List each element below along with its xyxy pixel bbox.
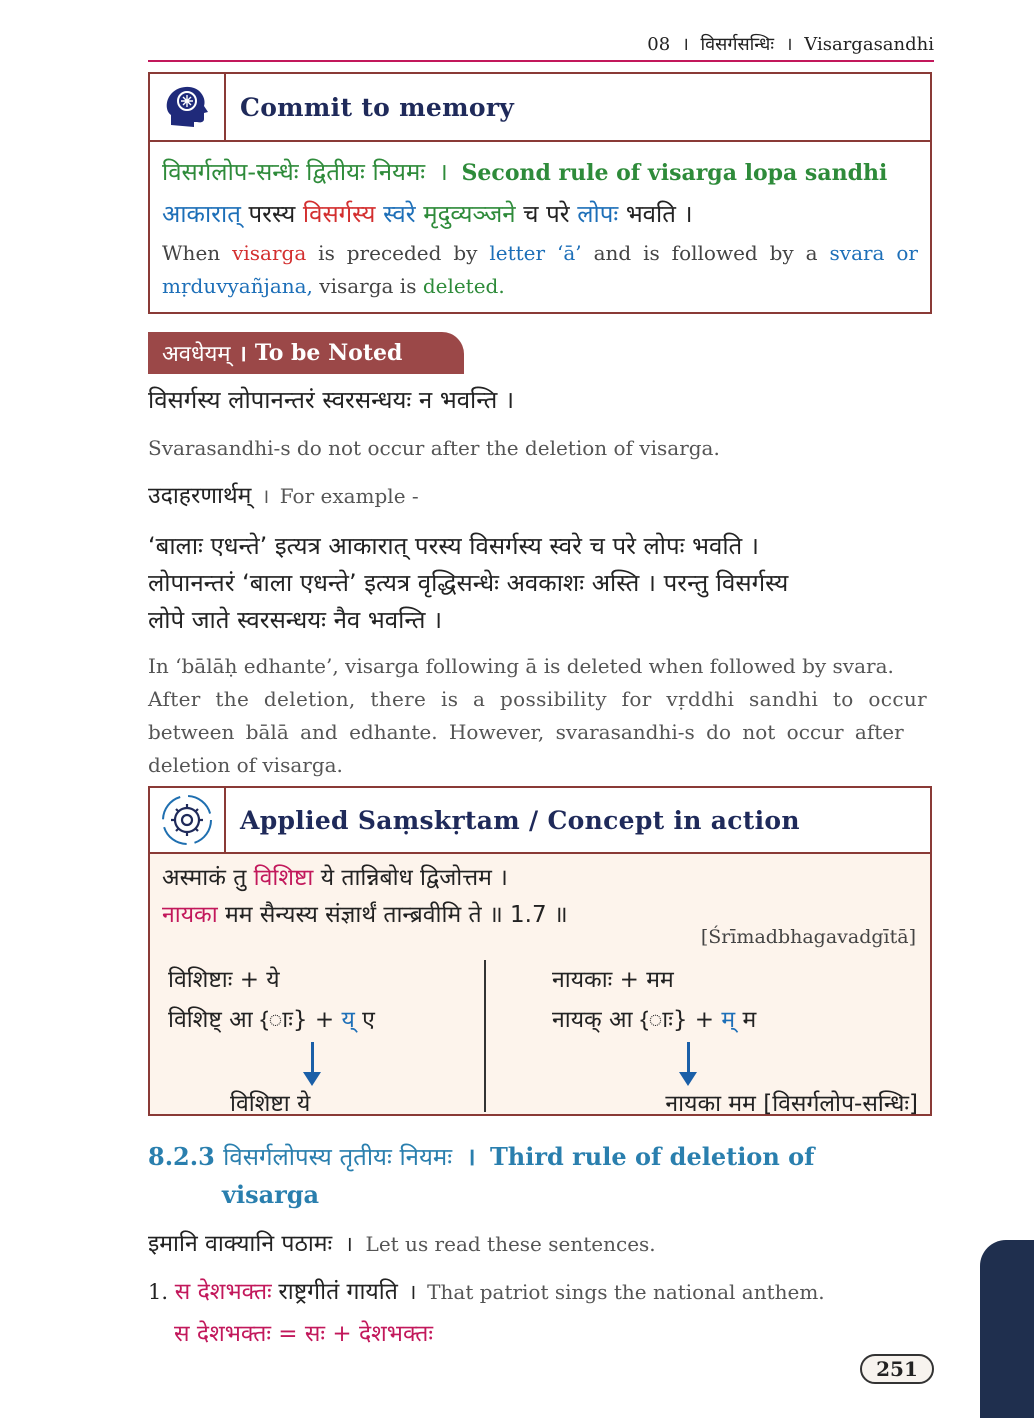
- box-title: Applied Saṃskṛtam / Concept in action: [240, 805, 800, 835]
- right-result: नायका मम [विसर्गलोप-सन्धिः]: [665, 1091, 918, 1117]
- down-arrow-icon: [311, 1042, 314, 1074]
- read-sentences: इमानि वाक्यानि पठामः । Let us read these sentences.: [148, 1231, 656, 1257]
- header-rule: [148, 60, 934, 62]
- rule-heading: विसर्गलोप-सन्धेः द्वितीयः नियमः । Second rule of visarga lopa sandhi: [162, 158, 888, 186]
- commit-to-memory-box: [148, 72, 932, 314]
- concept-in-action-box: [148, 786, 932, 1116]
- box-title: Commit to memory: [240, 92, 515, 122]
- section-heading: 8.2.3 विसर्गलोपस्य तृतीयः नियमः । Third rule of deletion of visarga: [148, 1142, 815, 1209]
- example-paragraph-sa: ‘बालाः एधन्ते’ इत्यत्र आकारात् परस्य विसर्गस्य स्वरे च परे लोपः भवति । लोपानन्तरं ‘बाला एधन्ते’ इत्यत्र वृद्धिसन्धेः अवकाशः अस्ति । परन्तु विसर्गस्य लोपे जाते स्वरसन्धयः नैव भवन्ति ।: [148, 532, 789, 634]
- verse-source: [Śrīmadbhagavadgītā]: [700, 926, 916, 948]
- column-divider: [484, 960, 486, 1112]
- page-number: 251: [860, 1354, 934, 1384]
- running-header: 08 । विसर्गसन्धिः । Visargasandhi: [647, 34, 934, 55]
- down-arrow-icon: [687, 1042, 690, 1074]
- right-derivation: नायकाः + मम नायक् आ {} + म् म: [552, 967, 757, 1033]
- chapter-title-sa: विसर्गसन्धिः: [700, 34, 774, 55]
- example-paragraph-en: In ‘bālāḥ edhante’, visarga following ā is deleted when followed by svara. After the deletion, there is a possibility for vṛddhi sandhi to occur between bālā and edhante. However, svarasandhi-s do not occur after deletion of visarga.: [148, 654, 928, 777]
- noted-line-sa: विसर्गस्य लोपानन्तरं स्वरसन्धयः न भवन्ति ।: [148, 386, 515, 414]
- to-be-noted-tab: अवधेयम् । To be Noted: [148, 332, 464, 374]
- chapter-title-en: Visargasandhi: [804, 34, 934, 55]
- brain-head-icon: [150, 74, 226, 140]
- noted-line-en: Svarasandhi-s do not occur after the deletion of visarga.: [148, 436, 720, 460]
- example-1-split: स देशभक्तः = सः + देशभक्तः: [174, 1321, 434, 1347]
- gear-cycle-icon: [150, 788, 226, 852]
- example-1: 1. स देशभक्तः राष्ट्रगीतं गायति । That patriot sings the national anthem.: [148, 1279, 825, 1305]
- rule-explanation: When visarga is preceded by letter ‘ā’ and is followed by a svara or mṛduvyañjana, visarga is deleted.: [162, 241, 918, 298]
- chapter-side-tab: [980, 1240, 1034, 1418]
- example-label: उदाहरणार्थम् । For example -: [148, 483, 419, 509]
- left-derivation: विशिष्टाः + ये विशिष्ट् आ {} + य् ए: [168, 967, 375, 1033]
- left-result: विशिष्टा ये: [230, 1091, 311, 1117]
- gita-verse: अस्माकं तु विशिष्टा ये तान्निबोध द्विजोत्तम । नायका मम सैन्यस्य संज्ञार्थं तान्ब्रवीमि ते ॥ 1.7 ॥: [162, 865, 568, 928]
- rule-sutra: आकारात् परस्य विसर्गस्य स्वरे मृदुव्यञ्जने च परे लोपः भवति ।: [162, 200, 693, 228]
- chapter-number: 08: [647, 34, 671, 55]
